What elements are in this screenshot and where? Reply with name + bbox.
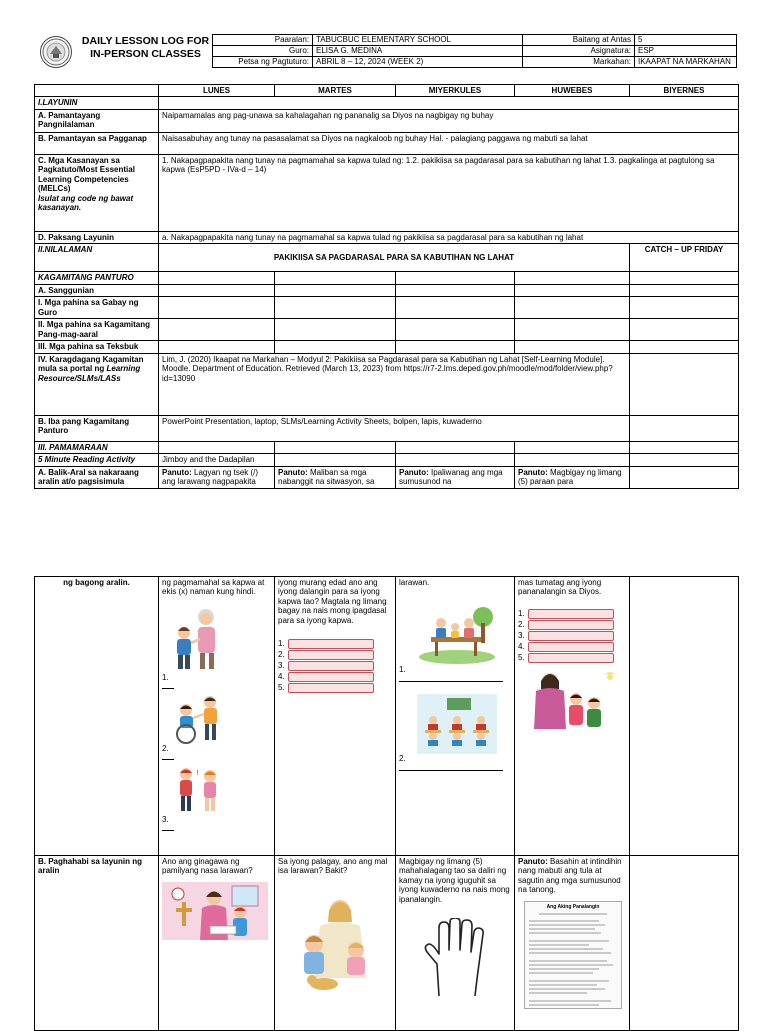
deped-seal-logo	[40, 36, 72, 68]
catchup-friday: CATCH – UP FRIDAY	[630, 244, 739, 272]
header-label: Petsa ng Pagtuturo:	[213, 57, 313, 68]
karagdagang-label-text: IV. Karagdagang Kagamitan mula sa portal ng	[38, 354, 144, 374]
empty-cell	[275, 441, 396, 453]
family-reading-illustration	[162, 882, 268, 940]
balik-wednesday: Panuto: Ipaliwanag ang mga sumusunod na	[396, 466, 515, 488]
label-paghahabi: B. Paghahabi sa layunin ng aralin	[35, 856, 159, 1031]
karagdagang-label-italic: Learning Resource/SLMs/LASs	[38, 364, 141, 383]
empty-cell	[396, 341, 515, 353]
empty-cell	[630, 454, 739, 466]
label-pamantayang-pangnilalaman: A. Pamantayang Pangnilalaman	[35, 109, 159, 132]
poem-title: Ang Aking Panalangin	[546, 903, 600, 910]
answer-box[interactable]	[288, 650, 374, 660]
row-paksang-layunin	[35, 231, 739, 243]
empty-cell	[515, 441, 630, 453]
answer-box[interactable]	[528, 620, 614, 630]
poem-image	[524, 901, 622, 1009]
empty-cell	[159, 272, 275, 284]
empty-cell	[630, 466, 739, 488]
quarter-value: IKAAPAT NA MARKAHAN	[635, 57, 737, 68]
answer-box[interactable]	[528, 642, 614, 652]
answer-line[interactable]: 2.	[278, 650, 392, 660]
pic-number-3: 3.	[162, 815, 271, 834]
answer-box[interactable]	[288, 683, 374, 693]
text-pamantayan-sa-pagganap: Naisasabuhay ang tunay na pasasalamat sa Diyos na nagkaloob ng buhay Hal. - palagiang paggawa ng mabuti sa lahat	[159, 132, 739, 154]
empty-cell	[275, 319, 396, 341]
empty-cell	[630, 272, 739, 284]
balik-tuesday: Panuto: Maliban sa mga nabanggit na sitwasyon, sa	[275, 466, 396, 488]
empty-cell	[159, 441, 275, 453]
label-kagamitan: KAGAMITANG PANTURO	[35, 272, 159, 284]
empty-cell	[275, 272, 396, 284]
day-wednesday: MIYERKULES	[396, 85, 515, 97]
answer-box[interactable]	[528, 631, 614, 641]
label-pamantayan-sa-pagganap: B. Pamantayan sa Pagganap	[35, 132, 159, 154]
empty-cell	[630, 341, 739, 353]
label-iba-pang-kagamitan: B. Iba pang Kagamitang Panturo	[35, 415, 159, 441]
header-info-table	[212, 34, 737, 68]
label-karagdagang-kagamitan	[35, 353, 159, 415]
empty-cell	[396, 297, 515, 319]
empty-cell	[275, 284, 396, 296]
classroom-praying-illustration	[417, 694, 497, 754]
row-balik-aral	[35, 466, 739, 488]
family-praying-illustration	[518, 667, 622, 733]
empty-cell	[515, 272, 630, 284]
answer-line[interactable]: 1.	[278, 639, 392, 649]
monday-instruction: ng pagmamahal sa kapwa at ekis (x) naman kung hindi.	[162, 578, 265, 597]
melc-note: Isulat ang code ng bawat kasanayan.	[38, 193, 134, 213]
answer-box[interactable]	[288, 661, 374, 671]
header-label: Markahan:	[523, 57, 635, 68]
day-monday: LUNES	[159, 85, 275, 97]
label-melc	[35, 154, 159, 231]
pic-number-1: 1.	[162, 673, 271, 692]
paghahabi-wednesday	[396, 856, 515, 1031]
paghahabi-tuesday-text: Sa iyong palagay, ano ang mal isa larawan? Bakit?	[278, 857, 388, 876]
empty-cell	[630, 297, 739, 319]
day-friday: BIYERNES	[630, 85, 739, 97]
answer-line[interactable]: 4.	[278, 672, 392, 682]
date-value: ABRIL 8 – 12, 2024 (WEEK 2)	[313, 57, 523, 68]
row-balik-aral-continued	[35, 577, 739, 856]
day-tuesday: MARTES	[275, 85, 396, 97]
row-kagamitang-pang-mag-aaral	[35, 319, 739, 341]
row-sanggunian	[35, 284, 739, 296]
empty-cell	[630, 415, 739, 441]
row-reading-activity	[35, 454, 739, 466]
row-paghahabi	[35, 856, 739, 1031]
balik-monday-content	[159, 577, 275, 856]
paghahabi-wednesday-text: Magbigay ng limang (5) mahahalagang tao sa daliri ng kamay na iyong iguguhit sa iyong kuwaderno na nais mong ipanalangin.	[399, 857, 510, 904]
label-kagamitang-pang-mag-aaral: II. Mga pahina sa Kagamitang Pang-mag-aaral	[35, 319, 159, 341]
answer-line[interactable]: 5.	[278, 683, 392, 693]
text-paksang-layunin: a. Nakapagpapakita nang tunay na pagmamahal sa kapwa tulad ng pakikiisa sa pagdarasal para sa kabutihan ng lahat	[159, 231, 739, 243]
layunin-heading: I.LAYUNIN	[35, 97, 159, 109]
corner-cell	[35, 85, 159, 97]
answer-line[interactable]: 1.	[518, 609, 626, 619]
empty-cell	[275, 341, 396, 353]
picnic-table-illustration	[417, 605, 497, 665]
lesson-log-table	[34, 84, 739, 489]
empty-cell	[630, 284, 739, 296]
empty-cell	[515, 284, 630, 296]
layunin-row	[35, 97, 739, 109]
empty-cell	[396, 284, 515, 296]
poem-text-lines	[529, 911, 617, 1009]
school-value: TABUCBUC ELEMENTARY SCHOOL	[313, 35, 523, 46]
answer-list-tuesday	[278, 639, 392, 693]
header-label: Guro:	[213, 46, 313, 57]
pic-number-2: 2.	[162, 744, 271, 763]
balik-thursday: Panuto: Magbigay ng limang (5) paraan para	[515, 466, 630, 488]
header-row	[213, 57, 737, 68]
row-teksbuk	[35, 341, 739, 353]
empty-cell	[515, 319, 630, 341]
empty-cell	[396, 454, 515, 466]
row-karagdagang-kagamitan	[35, 353, 739, 415]
row-iba-pang-kagamitan	[35, 415, 739, 441]
empty-cell	[515, 454, 630, 466]
answer-line[interactable]: 3.	[278, 661, 392, 671]
answer-box[interactable]	[528, 653, 614, 663]
label-teksbuk: III. Mga pahina sa Teksbuk	[35, 341, 159, 353]
header-row	[213, 35, 737, 46]
text-pamantayang-pangnilalaman: Naipamamalas ang pag-unawa sa kahalagahan ng pananalig sa Diyos na nagbigay ng buhay	[159, 109, 739, 132]
empty-cell	[630, 577, 739, 856]
header-label: Asignatura:	[523, 46, 635, 57]
text-melc: 1. Nakapagpapakita nang tunay na pagmamahal sa kapwa tulad ng: 1.2. pakikiisa sa pagdarasal para sa kabutihan ng lahat 1.3. pagkalinga at pagtulong sa kapwa (EsP5PD - IVa-d – 14)	[159, 154, 739, 231]
header-label: Baitang at Antas	[523, 35, 635, 46]
wednesday-instruction: larawan.	[399, 578, 430, 587]
row-melc	[35, 154, 739, 231]
melc-label-text: C. Mga Kasanayan sa Pagkatuto/Most Essential Learning Competencies (MELCs)	[38, 155, 135, 194]
empty-cell	[630, 353, 739, 415]
empty-cell	[396, 319, 515, 341]
empty-cell	[159, 97, 739, 109]
subject-value: ESP	[635, 46, 737, 57]
grade-value: 5	[635, 35, 737, 46]
label-pamamaraan: III. PAMAMARAAN	[35, 441, 159, 453]
empty-cell	[396, 272, 515, 284]
empty-cell	[515, 297, 630, 319]
hand-outline-icon	[417, 918, 497, 996]
pic-number-2: 2.	[399, 754, 511, 773]
grandma-helping-illustration	[164, 605, 230, 673]
tuesday-instruction: iyong murang edad ano ang iyong dalangin para sa iyong kapwa tao? Magtala ng limang bagay na nais mong ipagdasal para sa iyong kapwa.	[278, 578, 387, 625]
balik-tuesday-content	[275, 577, 396, 856]
label-balik-continued: ng bagong aralin.	[35, 577, 159, 856]
day-thursday: HUWEBES	[515, 85, 630, 97]
text-karagdagang-kagamitan: Lim, J. (2020) Ikaapat na Markahan – Modyul 2: Pakikiisa sa Pagdarasal para sa Kabutihan ng Lahat [Self-Learning Module]. Moodle. Department of Education. Retrieved (March 13, 2023) from https://r7-2.lms.deped.gov.ph/moodle/mod/folder/view.php?id=13090	[159, 353, 630, 415]
empty-cell	[159, 341, 275, 353]
row-pamantayang-pangnilalaman	[35, 109, 739, 132]
kids-arguing-illustration	[164, 765, 230, 815]
label-reading-activity: 5 Minute Reading Activity	[35, 454, 159, 466]
paghahabi-thursday	[515, 856, 630, 1031]
balik-wednesday-content	[396, 577, 515, 856]
row-gabay-guro	[35, 297, 739, 319]
answer-line[interactable]: 2.	[518, 620, 626, 630]
paghahabi-tuesday	[275, 856, 396, 1031]
answer-box[interactable]	[288, 639, 374, 649]
empty-cell	[515, 341, 630, 353]
row-pamantayan-sa-pagganap	[35, 132, 739, 154]
empty-cell	[630, 441, 739, 453]
text-iba-pang-kagamitan: PowerPoint Presentation, laptop, SLMs/Learning Activity Sheets, bolpen, lapis, kuwaderno	[159, 415, 630, 441]
empty-cell	[396, 441, 515, 453]
days-header-row	[35, 85, 739, 97]
balik-monday: Panuto: Lagyan ng tsek (/) ang larawang nagpapakita	[159, 466, 275, 488]
answer-line[interactable]: 5.	[518, 653, 626, 663]
svg-text:!: !	[196, 768, 199, 777]
answer-line[interactable]: 4.	[518, 642, 626, 652]
paghahabi-monday	[159, 856, 275, 1031]
empty-cell	[159, 319, 275, 341]
wheelchair-helping-illustration	[164, 694, 230, 744]
empty-cell	[630, 856, 739, 1031]
paghahabi-monday-text: Ano ang ginagawa ng pamilyang nasa larawan?	[162, 857, 253, 876]
thursday-instruction: mas tumatag ang iyong pananalangin sa Diyos.	[518, 578, 602, 597]
pic-number-1: 1.	[399, 665, 511, 684]
text-reading-activity: Jimboy and the Dadapilan	[159, 454, 275, 466]
row-kagamitan	[35, 272, 739, 284]
empty-cell	[275, 454, 396, 466]
label-nilalaman: II.NILALAMAN	[35, 244, 159, 272]
label-sanggunian: A. Sanggunian	[35, 284, 159, 296]
label-gabay-guro: I. Mga pahina sa Gabay ng Guro	[35, 297, 159, 319]
header-row	[213, 46, 737, 57]
row-pamamaraan	[35, 441, 739, 453]
answer-line[interactable]: 3.	[518, 631, 626, 641]
lesson-log-table-page2	[34, 576, 739, 1031]
teacher-value: ELISA G. MEDINA	[313, 46, 523, 57]
empty-cell	[159, 297, 275, 319]
paghahabi-thursday-text: Panuto: Basahin at intindihin nang mabuti ang tula at sagutin ang mga sumusunod na tanong.	[518, 857, 622, 895]
answer-box[interactable]	[288, 672, 374, 682]
empty-cell	[630, 319, 739, 341]
empty-cell	[159, 284, 275, 296]
mother-children-illustration	[284, 892, 384, 992]
empty-cell	[275, 297, 396, 319]
header-label: Paaralan:	[213, 35, 313, 46]
answer-list-thursday	[518, 609, 626, 663]
answer-box[interactable]	[528, 609, 614, 619]
balik-thursday-content	[515, 577, 630, 856]
label-balik-aral: A. Balik-Aral sa nakaraang aralin at/o pagsisimula	[35, 466, 159, 488]
page-title: DAILY LESSON LOG FOR IN-PERSON CLASSES	[81, 35, 210, 61]
text-nilalaman: PAKIKIISA SA PAGDARASAL PARA SA KABUTIHAN NG LAHAT	[159, 244, 630, 272]
label-paksang-layunin: D. Paksang Layunin	[35, 231, 159, 243]
row-nilalaman	[35, 244, 739, 272]
